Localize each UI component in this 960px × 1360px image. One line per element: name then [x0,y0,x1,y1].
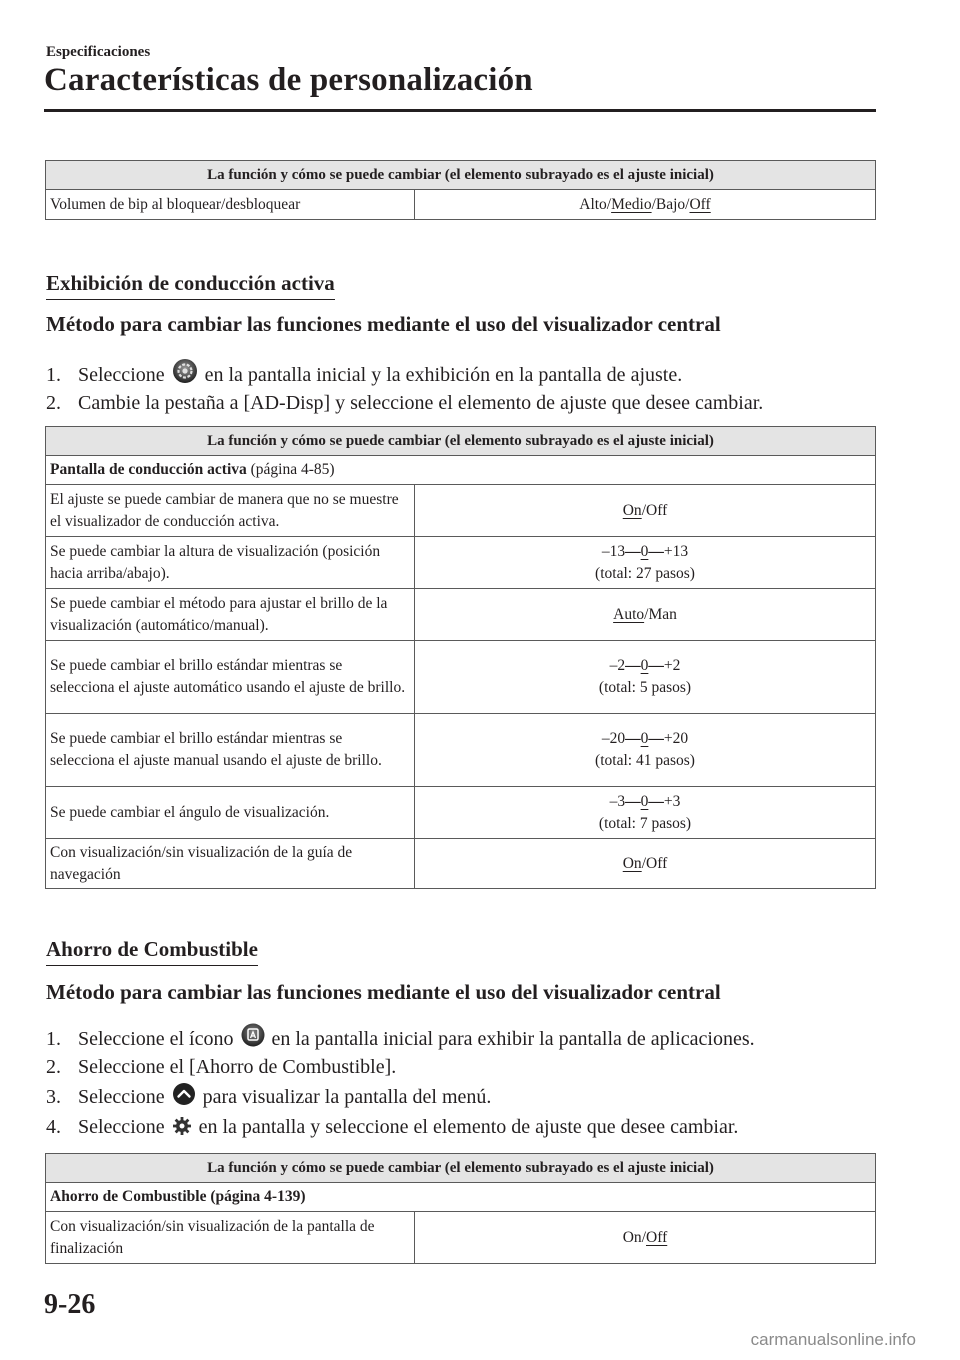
group-title-cell: Ahorro de Combustible (página 4-139) [46,1183,876,1212]
table-row [46,641,876,714]
range-line [419,541,871,563]
total-count: 7 [639,814,648,832]
table-row [46,190,876,220]
table-active-driving [45,426,876,889]
feature-cell: Volumen de bip al bloquear/desbloquear [46,190,415,220]
total-text: (total: [598,679,640,696]
total-text: (total: [595,564,636,582]
value-cell [415,641,876,714]
table-header: La función y cómo se puede cambiar (el elemento subrayado es el ajuste inicial) [46,161,876,190]
method-heading: Método para cambiar las funciones mediante el uso del visualizador central [46,312,721,336]
total-text: pasos) [647,679,692,696]
step-text: Cambie la pestaña a [AD-Disp] y seleccione el elemento de ajuste que desee cambiar. [78,392,764,414]
list-item [46,1112,755,1142]
option-text: /Bajo/ [651,195,690,213]
range-min: –20 [601,730,626,747]
total-text: (total: [598,814,640,832]
table-row [46,1212,876,1264]
range-dash: — [648,730,664,747]
chevron-up-icon [172,1082,196,1115]
total-text: pasos) [647,814,692,832]
page-title: Características de personalización [44,62,533,98]
step-number: 3. [46,1086,61,1108]
value-cell [415,1212,876,1264]
table-group-row [46,456,876,485]
table-header-row [46,1154,876,1183]
step-text: Seleccione [78,1116,165,1138]
title-rule [44,109,876,112]
value-cell [415,190,876,220]
steps-list [46,1022,755,1142]
table-header-row [46,161,876,190]
group-page-ref: (página 4-85) [250,461,335,478]
option-text: On [622,1228,642,1246]
option-default: Auto [613,605,645,623]
table-fuel-economy [45,1153,876,1264]
value-cell [415,714,876,787]
option-text: Off [646,501,668,519]
total-count: 27 [635,564,652,582]
total-text: pasos) [651,752,695,769]
feature-cell: El ajuste se puede cambiar de manera que no se muestre el visualizador de conducción activa. [46,485,415,537]
step-text: Seleccione [78,364,165,386]
feature-cell: Se puede cambiar el ángulo de visualización. [46,787,415,839]
group-title: Pantalla de conducción activa [50,461,247,478]
feature-cell: Se puede cambiar la altura de visualización (posición hacia arriba/abajo). [46,537,415,589]
list-item [46,1082,755,1112]
option-separator: / [641,854,646,872]
range-min: –2 [609,657,626,674]
option-text: Alto/ [579,195,612,213]
range-dash: — [625,657,641,674]
value-cell [415,589,876,641]
table-header: La función y cómo se puede cambiar (el elemento subrayado es el ajuste inicial) [46,427,876,456]
total-line [419,677,871,699]
range-line [419,655,871,677]
page-number: 9-26 [44,1289,96,1320]
option-text: Off [689,195,711,213]
list-item [46,358,763,388]
footer-watermark: carmanualsonline.info [750,1330,916,1349]
range-dash: — [648,792,664,810]
list-item [46,1052,755,1082]
gear-icon [172,1115,192,1145]
option-default: Medio [611,195,652,213]
method-heading: Método para cambiar las funciones mediante el uso del visualizador central [46,980,721,1004]
table-row [46,589,876,641]
value-cell [415,537,876,589]
table-beep-volume [45,160,876,220]
total-line [419,563,871,585]
total-line [419,813,871,835]
range-min: –13 [601,542,626,560]
option-separator: / [641,1228,646,1246]
step-number: 1. [46,364,61,386]
table-row [46,485,876,537]
step-number: 2. [46,1056,61,1078]
feature-cell: Se puede cambiar el brillo estándar mientras se selecciona el ajuste automático usando el ajuste de brillo. [46,641,415,714]
step-text: para visualizar la pantalla del menú. [202,1086,492,1108]
range-default: 0 [640,730,649,747]
table-row [46,714,876,787]
table-group-row [46,1183,876,1212]
range-default: 0 [640,657,649,674]
option-separator: / [641,501,646,519]
table-row [46,839,876,889]
table-row [46,537,876,589]
list-item [46,1022,755,1052]
feature-cell: Se puede cambiar el brillo estándar mientras se selecciona el ajuste manual usando el ajuste de brillo. [46,714,415,787]
feature-cell: Con visualización/sin visualización de la guía de navegación [46,839,415,889]
range-max: +20 [663,730,689,747]
range-max: +13 [663,542,689,560]
value-cell [415,839,876,889]
option-separator: / [644,605,649,623]
step-text: Seleccione [78,1086,165,1108]
list-item [46,388,763,418]
range-dash: — [648,657,664,674]
steps-list [46,358,763,418]
range-dash: — [648,542,664,560]
step-text: en la pantalla inicial y la exhibición en la pantalla de ajuste. [204,364,683,386]
total-text: (total: [595,752,636,769]
table-header-row [46,427,876,456]
feature-cell: Se puede cambiar el método para ajustar el brillo de la visualización (automático/manual). [46,589,415,641]
group-title-cell [46,456,876,485]
step-text: Seleccione el ícono [78,1028,234,1050]
range-max: +2 [663,657,681,674]
option-default: On [622,854,642,872]
step-number: 2. [46,392,61,414]
step-text: en la pantalla y seleccione el elemento de ajuste que desee cambiar. [198,1116,739,1138]
table-row [46,787,876,839]
range-dash: — [625,792,641,810]
step-text: Seleccione el [Ahorro de Combustible]. [78,1056,397,1078]
range-line [419,791,871,813]
range-default: 0 [640,792,649,810]
option-text: Man [648,605,677,623]
option-default: Off [646,1228,668,1246]
section-heading-fuel-economy: Ahorro de Combustible [46,937,258,966]
section-heading-active-driving: Exhibición de conducción activa [46,271,335,300]
value-cell [415,787,876,839]
step-number: 1. [46,1028,61,1050]
range-min: –3 [609,792,626,810]
range-line [419,728,871,750]
table-header: La función y cómo se puede cambiar (el elemento subrayado es el ajuste inicial) [46,1154,876,1183]
step-number: 4. [46,1116,61,1138]
section-label: Especificaciones [46,44,151,60]
range-default: 0 [640,542,649,560]
total-text: pasos) [651,564,695,582]
range-dash: — [625,730,641,747]
total-line [419,750,871,772]
option-default: On [622,501,642,519]
total-count: 41 [635,752,652,769]
option-text: Off [646,854,668,872]
feature-cell: Con visualización/sin visualización de la pantalla de finalización [46,1212,415,1264]
range-dash: — [625,542,641,560]
value-cell [415,485,876,537]
step-text: en la pantalla inicial para exhibir la pantalla de aplicaciones. [271,1028,755,1050]
range-max: +3 [663,792,681,810]
total-count: 5 [639,679,648,696]
